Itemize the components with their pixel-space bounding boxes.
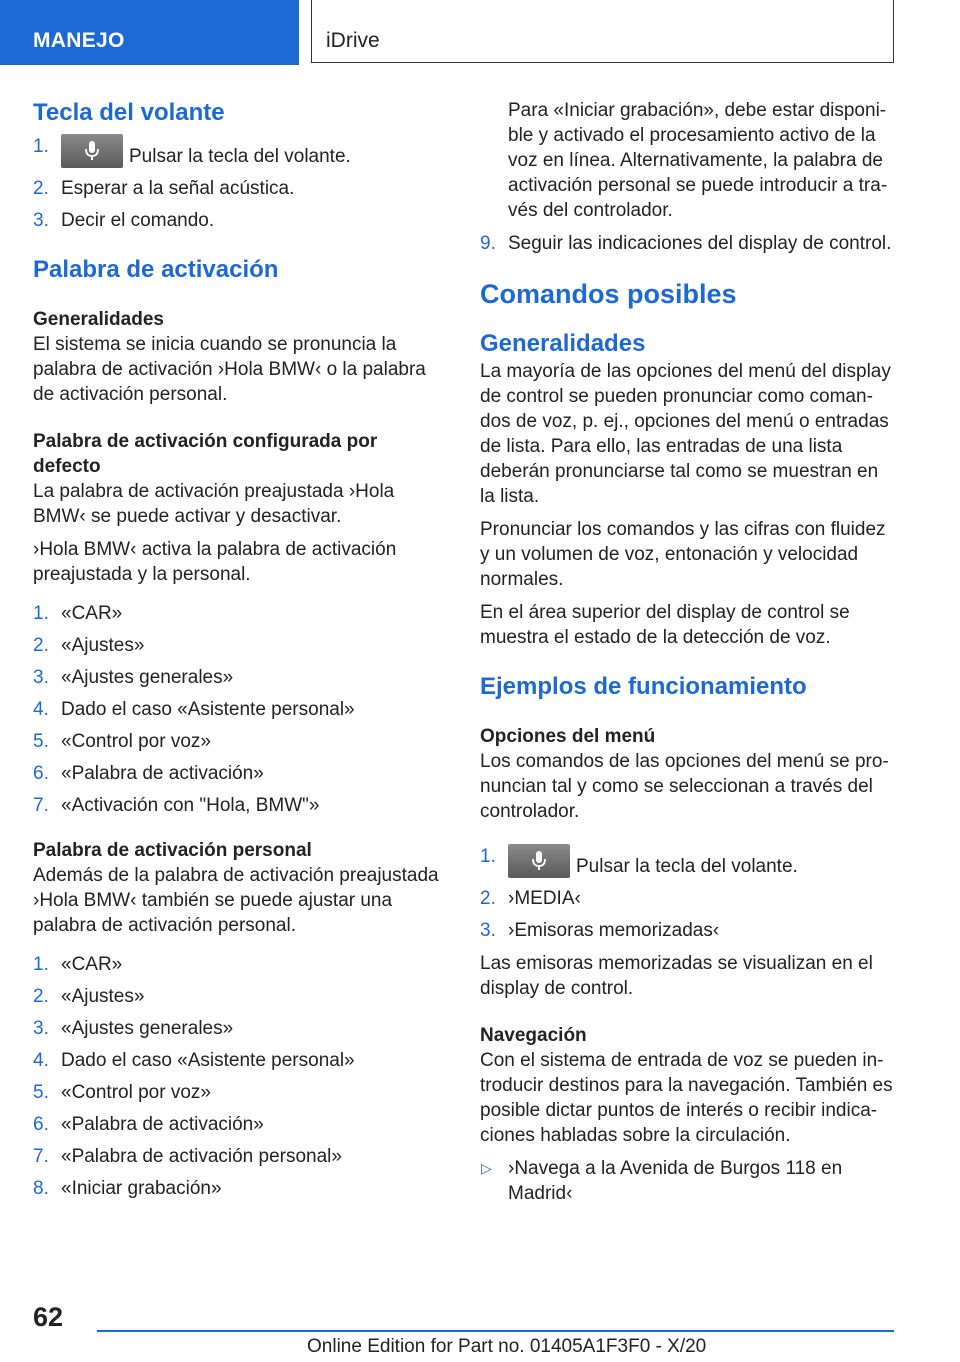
list-item: 1. Pulsar la tecla del volante.	[33, 136, 351, 167]
heading-ejemplos: Ejemplos de funcionamiento	[480, 673, 807, 700]
paragraph: La palabra de activación preajustada ›Hola BMW‹ se puede activar y desactivar.	[33, 481, 395, 527]
voice-key-icon	[508, 844, 570, 878]
chapter-title: iDrive	[326, 29, 380, 52]
paragraph: Con el sistema de entrada de voz se pueden introducir destinos para la navegación. También es posible dictar puntos de interés o recibir indicaciones habladas sobre la circulación.	[480, 1050, 893, 1146]
heading-palabra: Palabra de activación	[33, 256, 279, 283]
paragraph: El sistema se inicia cuando se pronuncia la palabra de activación ›Hola BMW‹ o la palabra de activación personal.	[33, 334, 426, 405]
list-item: 5. «Control por voz»	[33, 731, 211, 752]
list-item: 4. Dado el caso «Asistente personal»	[33, 699, 355, 720]
heading-generalidades: Generalidades	[33, 309, 164, 330]
list-item: 8. «Iniciar grabación»	[33, 1178, 222, 1199]
paragraph: La mayoría de las opciones del menú del display de control se pueden pronunciar como comandos de voz, p. ej., opciones del menú o entradas de lista. Para ello, las entradas de una lista deberán pronunciarse tal como se muestran en la lista.	[480, 361, 891, 507]
list-item: 3. ›Emisoras memorizadas‹	[480, 920, 720, 941]
list-item: ▷ ›Navega a la Avenida de Burgos 118 en Madrid‹	[481, 1158, 843, 1204]
right-column	[480, 98, 896, 1206]
steps-menu	[480, 844, 896, 943]
list-item: 6. «Palabra de activación»	[33, 1114, 264, 1135]
list-item: 1. Pulsar la tecla del volante.	[480, 846, 798, 877]
chapter-tab	[311, 0, 894, 63]
list-item: 4. Dado el caso «Asistente personal»	[33, 1050, 355, 1071]
list-item: 2. «Ajustes»	[33, 635, 145, 656]
list-item: 1. «CAR»	[33, 603, 123, 624]
list-item: 2. Esperar a la señal acústica.	[33, 178, 295, 199]
heading-tecla: Tecla del volante	[33, 99, 225, 126]
heading-opciones: Opciones del menú	[480, 726, 656, 747]
list-item: 1. «CAR»	[33, 954, 123, 975]
list-item: 3. Decir el comando.	[33, 210, 215, 231]
list-item: 3. «Ajustes generales»	[33, 1018, 234, 1039]
list-item: Para «Iniciar grabación», debe estar disponible y activado el procesamiento activo de la voz en línea. Alternativamente, la palabra de activación personal se puede introducir a través del controlador.	[508, 100, 888, 221]
paragraph: Pronunciar los comandos y las cifras con fluidez y un volumen de voz, entonación y velocidad normales.	[480, 519, 886, 590]
page-number: 62	[33, 1302, 64, 1332]
heading-personal: Palabra de activación personal	[33, 840, 312, 861]
list-item: 2. «Ajustes»	[33, 986, 145, 1007]
steps-tecla	[33, 134, 443, 233]
paragraph: Además de la palabra de activación preajustada ›Hola BMW‹ también se puede ajustar una palabra de activación personal.	[33, 865, 439, 936]
heading-comandos: Comandos posibles	[480, 279, 737, 309]
section-title: MANEJO	[33, 29, 125, 52]
steps-continued	[480, 98, 896, 256]
paragraph: En el área superior del display de control se muestra el estado de la detección de voz.	[480, 602, 850, 648]
list-item: 7. «Activación con "Hola, BMW"»	[33, 795, 320, 816]
list-item: 5. «Control por voz»	[33, 1082, 211, 1103]
list-item: 3. «Ajustes generales»	[33, 667, 234, 688]
list-personal	[33, 952, 443, 1201]
paragraph: Los comandos de las opciones del menú se pronuncian tal y como se seleccionan a través del controlador.	[480, 751, 889, 822]
triangle-bullet-icon: ▷	[481, 1160, 492, 1176]
heading-defecto: Palabra de activación configurada por defecto	[33, 431, 378, 477]
paragraph: ›Hola BMW‹ activa la palabra de activación preajustada y la personal.	[33, 539, 397, 585]
section-tab	[0, 0, 299, 65]
bullets-nav	[480, 1156, 896, 1206]
paragraph: Las emisoras memorizadas se visualizan en el display de control.	[480, 953, 873, 999]
list-item: 6. «Palabra de activación»	[33, 763, 264, 784]
left-column	[33, 98, 443, 1208]
footer-edition: Online Edition for Part no. 01405A1F3F0 - X/20	[307, 1336, 707, 1357]
voice-key-icon	[61, 134, 123, 168]
list-item: 9. Seguir las indicaciones del display de control.	[480, 233, 892, 254]
list-item: 2. ›MEDIA‹	[480, 888, 581, 909]
footer-divider	[97, 1330, 894, 1332]
heading-generalidades: Generalidades	[480, 330, 646, 357]
heading-navegacion: Navegación	[480, 1025, 587, 1046]
list-defecto	[33, 601, 443, 818]
list-item: 7. «Palabra de activación personal»	[33, 1146, 342, 1167]
